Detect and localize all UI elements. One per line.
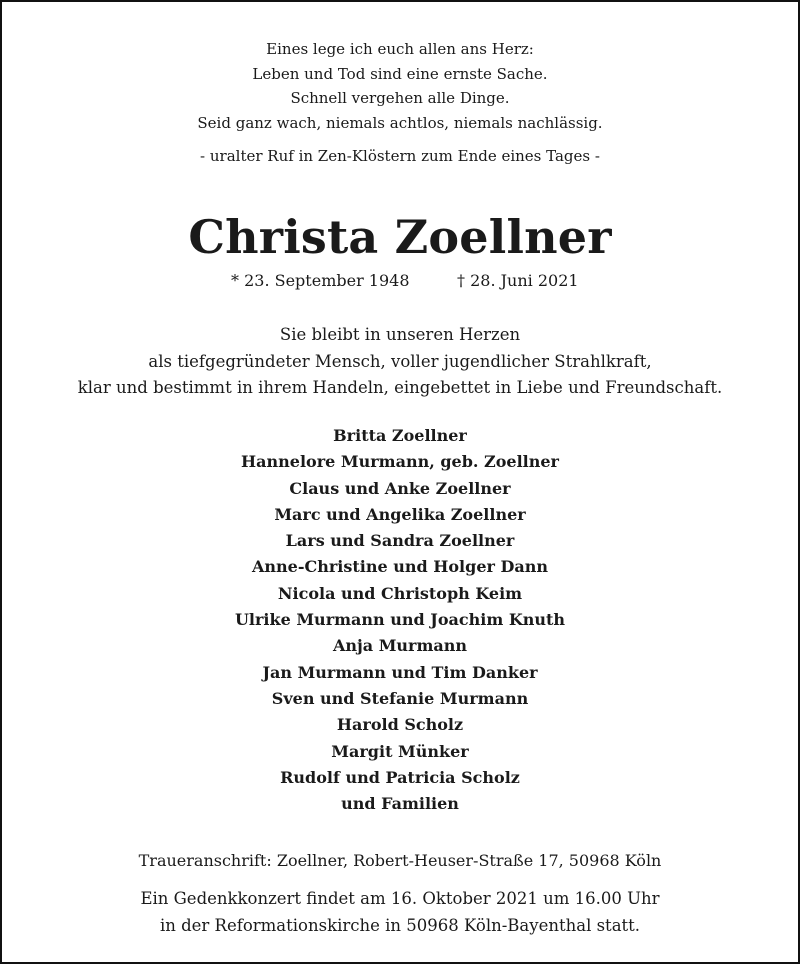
mourner-name: Anja Murmann [332, 636, 468, 656]
mourner-name: Harold Scholz [336, 715, 464, 735]
concert-line: Ein Gedenkkonzert findet am 16. Oktober 2021 um 16.00 Uhr [140, 889, 660, 908]
memorial-concert-notice [2, 886, 798, 939]
tribute-line: klar und bestimmt in ihrem Handeln, eingebettet in Liebe und Freundschaft. [77, 378, 723, 397]
poem-line: Seid ganz wach, niemals achtlos, niemals nachlässig. [197, 113, 603, 132]
mourner-name: Nicola und Christoph Keim [277, 583, 523, 603]
poem-source: - uralter Ruf in Zen-Klöstern zum Ende eines Tages - [200, 147, 600, 165]
mourner-name: Claus und Anke Zoellner [289, 478, 511, 498]
poem-line: Leben und Tod sind eine ernste Sache. [252, 64, 548, 83]
tribute-line: als tiefgegründeter Mensch, voller jugendlicher Strahlkraft, [148, 351, 652, 371]
tribute-text [2, 322, 798, 402]
mourner-name: Britta Zoellner [333, 426, 467, 445]
birth-date: * 23. September 1948 [231, 271, 410, 290]
mourner-name: Sven und Stefanie Murmann [271, 688, 529, 708]
mourner-name: und Familien [341, 794, 459, 814]
poem-line: Eines lege ich euch allen ans Herz: [266, 40, 534, 58]
concert-line: in der Reformationskirche in 50968 Köln-Bayenthal statt. [159, 915, 641, 935]
mourner-name: Anne-Christine und Holger Dann [252, 557, 548, 577]
death-date: † 28. Juni 2021 [457, 271, 579, 290]
mourning-address: Traueranschrift: Zoellner, Robert-Heuser-Straße 17, 50968 Köln [138, 851, 662, 870]
mourner-name: Ulrike Murmann und Joachim Knuth [234, 610, 566, 630]
poem-line: Schnell vergehen alle Dinge. [290, 89, 510, 107]
mourners-list [2, 423, 798, 817]
mourner-name: Marc und Angelika Zoellner [274, 504, 526, 524]
mourner-name: Margit Münker [331, 741, 469, 761]
mourner-name: Hannelore Murmann, geb. Zoellner [241, 452, 559, 472]
mourner-name: Rudolf und Patricia Scholz [280, 767, 520, 787]
deceased-name: Christa Zoellner [188, 210, 612, 264]
poem-quote [2, 37, 798, 135]
tribute-line: Sie bleibt in unseren Herzen [279, 325, 521, 344]
mourner-name: Jan Murmann und Tim Danker [262, 662, 538, 682]
mourner-name: Lars und Sandra Zoellner [285, 531, 515, 551]
